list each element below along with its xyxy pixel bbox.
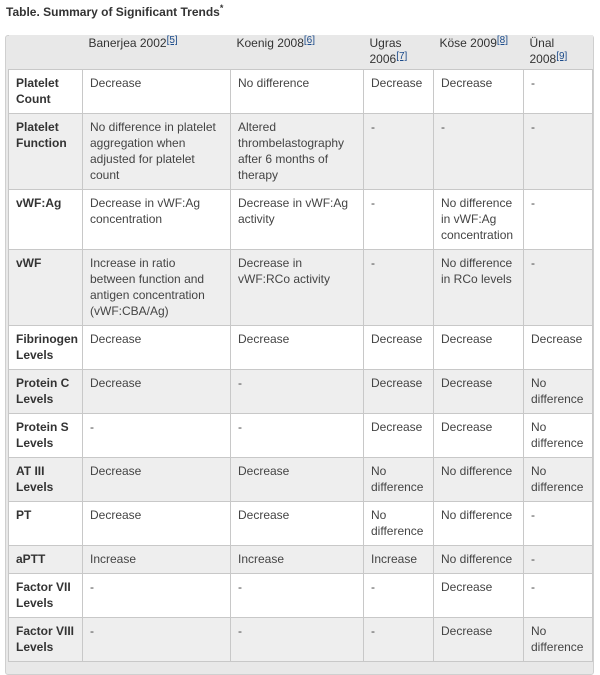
table-row: [9, 617, 593, 661]
table-cell: -: [524, 189, 593, 249]
table-cell: Decrease: [364, 369, 434, 413]
table-cell: -: [524, 573, 593, 617]
table-row: [9, 413, 593, 457]
table-cell: No difference: [364, 501, 434, 545]
table-cell: Increase in ratio between function and antigen concentration (vWF:CBA/Ag): [83, 249, 231, 325]
reference-link[interactable]: [6]: [303, 35, 316, 46]
row-header-cell: PT: [9, 501, 83, 545]
header-cell-empty: [9, 35, 83, 69]
table-cell: Decrease: [83, 69, 231, 113]
table-cell: -: [231, 413, 364, 457]
table-row: [9, 325, 593, 369]
table-row: [9, 545, 593, 573]
row-header-cell: Factor VII Levels: [9, 573, 83, 617]
table-cell: Decrease: [83, 369, 231, 413]
table-cell: No difference: [434, 457, 524, 501]
table-cell: Decrease in vWF:RCo activity: [231, 249, 364, 325]
table-cell: -: [231, 573, 364, 617]
table-cell: No difference: [364, 457, 434, 501]
table-body: [9, 69, 593, 661]
reference-link[interactable]: [7]: [396, 51, 408, 62]
table-row: [9, 249, 593, 325]
row-header-cell: Platelet Count: [9, 69, 83, 113]
table-cell: Decrease: [231, 501, 364, 545]
table-cell: Decrease: [83, 325, 231, 369]
row-header-cell: aPTT: [9, 545, 83, 573]
table-cell: No difference: [434, 501, 524, 545]
row-header-cell: Protein S Levels: [9, 413, 83, 457]
table-cell: No difference in RCo levels: [434, 249, 524, 325]
reference-link[interactable]: [5]: [166, 35, 178, 46]
reference-link[interactable]: [9]: [556, 51, 568, 62]
table-cell: -: [364, 249, 434, 325]
table-cell: Decrease: [231, 325, 364, 369]
table-cell: Decrease: [434, 369, 524, 413]
table-cell: No difference: [434, 545, 524, 573]
table-cell: No difference in platelet aggregation when adjusted for platelet count: [83, 113, 231, 189]
table-cell: -: [231, 369, 364, 413]
table-cell: Decrease: [231, 457, 364, 501]
table-cell: -: [524, 113, 593, 189]
table-cell: Altered thrombelastography after 6 months of therapy: [231, 113, 364, 189]
table-cell: No difference: [524, 413, 593, 457]
table-cell: -: [83, 413, 231, 457]
table-cell: Decrease in vWF:Ag concentration: [83, 189, 231, 249]
table-row: [9, 189, 593, 249]
table-cell: Decrease: [434, 617, 524, 661]
table-cell: No difference in vWF:Ag concentration: [434, 189, 524, 249]
table-cell: -: [364, 189, 434, 249]
header-row: [9, 35, 593, 69]
reference-link[interactable]: [8]: [496, 35, 509, 46]
column-label: Koenig 2008: [236, 36, 304, 50]
trends-table: [8, 35, 593, 662]
caption-text: Table. Summary of Significant Trends: [6, 5, 220, 19]
table-cell: -: [83, 617, 231, 661]
table-cell: -: [524, 501, 593, 545]
header-cell-ugras: [364, 35, 434, 69]
row-header-cell: Platelet Function: [9, 113, 83, 189]
table-cell: Decrease in vWF:Ag activity: [231, 189, 364, 249]
table-cell: Decrease: [364, 325, 434, 369]
column-label: Köse 2009: [439, 36, 497, 50]
header-cell-unal: [524, 35, 593, 69]
table-row: [9, 501, 593, 545]
table-cell: Decrease: [83, 501, 231, 545]
table-row: [9, 69, 593, 113]
column-label: Banerjea 2002: [88, 36, 167, 50]
table-cell: Decrease: [364, 413, 434, 457]
table-cell: -: [83, 573, 231, 617]
row-header-cell: Fibrinogen Levels: [9, 325, 83, 369]
table-cell: -: [524, 249, 593, 325]
row-header-cell: AT III Levels: [9, 457, 83, 501]
table-cell: Increase: [83, 545, 231, 573]
table-cell: Increase: [364, 545, 434, 573]
table-cell: Decrease: [364, 69, 434, 113]
row-header-cell: vWF: [9, 249, 83, 325]
table-cell: -: [364, 617, 434, 661]
table-cell: Decrease: [434, 413, 524, 457]
table-cell: No difference: [524, 369, 593, 413]
table-cell: No difference: [231, 69, 364, 113]
header-cell-koenig: [231, 35, 364, 69]
table-row: [9, 369, 593, 413]
table-cell: -: [524, 69, 593, 113]
table-cell: No difference: [524, 617, 593, 661]
table-row: [9, 457, 593, 501]
row-header-cell: Protein C Levels: [9, 369, 83, 413]
caption-footnote-marker: *: [219, 3, 224, 13]
table-row: [9, 573, 593, 617]
table-cell: -: [434, 113, 524, 189]
table-cell: Decrease: [434, 573, 524, 617]
table-cell: -: [364, 573, 434, 617]
column-label: Ugras 2006: [369, 36, 402, 66]
row-header-cell: Factor VIII Levels: [9, 617, 83, 661]
table-row: [9, 113, 593, 189]
table-cell: No difference: [524, 457, 593, 501]
table-cell: Decrease: [434, 325, 524, 369]
table-cell: Increase: [231, 545, 364, 573]
table-cell: Decrease: [434, 69, 524, 113]
table-cell: Decrease: [524, 325, 593, 369]
table-caption: [6, 3, 223, 19]
row-header-cell: vWF:Ag: [9, 189, 83, 249]
table-cell: Decrease: [83, 457, 231, 501]
table-cell: -: [524, 545, 593, 573]
table-cell: -: [364, 113, 434, 189]
table-cell: -: [231, 617, 364, 661]
header-cell-kose: [434, 35, 524, 69]
column-label: Ünal 2008: [529, 36, 557, 66]
header-cell-banerjea: [83, 35, 231, 69]
